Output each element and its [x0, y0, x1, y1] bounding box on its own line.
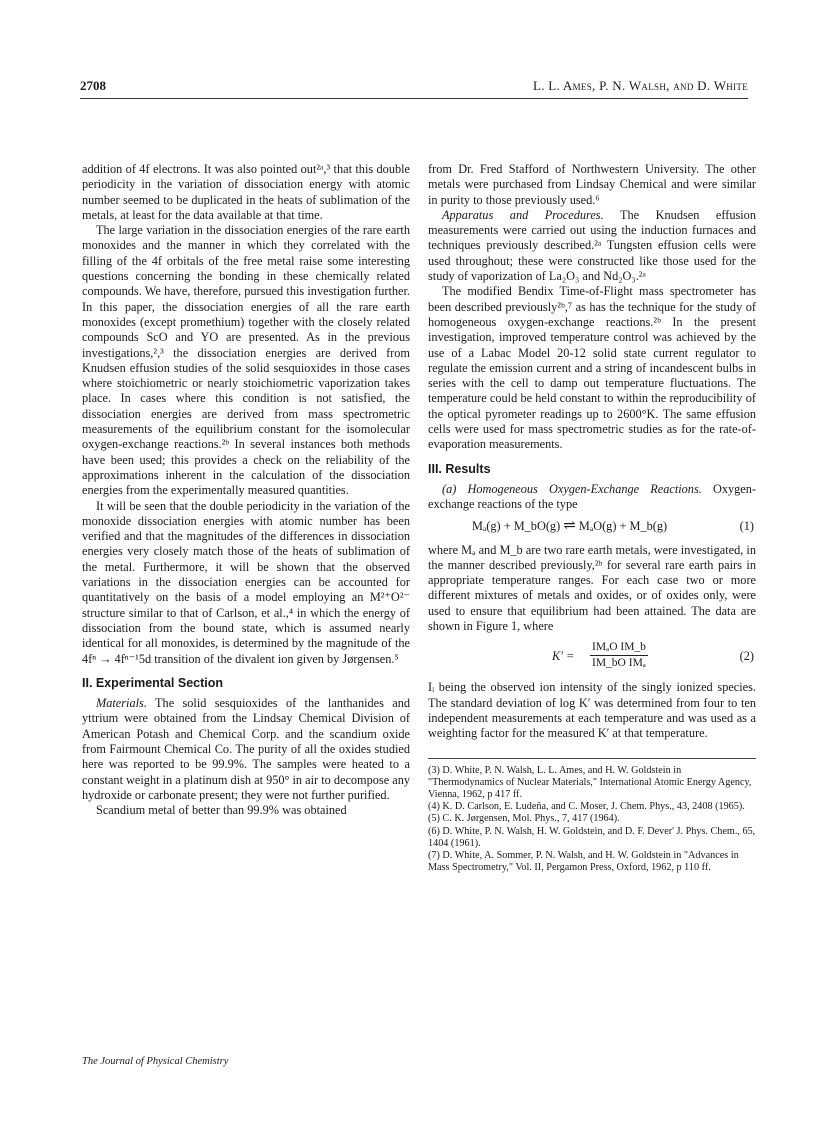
paragraph: The modified Bendix Time-of-Flight mass spectrometer has been described previously²ᵇ,⁷ as has the technique for the study of homogeneous oxygen-exchange reactions.²ᵇ In the present investigation, improved temperature control was achieved by the use of a Labac Model 20-12 solid state current regulator to regulate the emission current and a string of incandescent bulbs in series with the cell to damp out temperature fluctuations. The temperature could be held constant to within the reproducibility of the optical pyrometer readings up to 2600°K. The same effusion cells were used for mass spectrometric studies as for the rate-of-evaporation measurements.: [428, 284, 756, 452]
equation-2-fraction: [590, 640, 648, 671]
equation-2-lhs: K′ =: [552, 649, 575, 664]
page-header: [80, 78, 748, 98]
footnote: (5) C. K. Jørgensen, Mol. Phys., 7, 417 (1964).: [428, 813, 620, 825]
equation-1: [428, 513, 756, 543]
running-authors: L. L. Ames, P. N. Walsh, and D. White: [532, 78, 748, 93]
equation-2-number: (2): [739, 649, 754, 664]
paragraph-apparatus: [428, 208, 756, 284]
equation-1-body: [472, 519, 667, 534]
footnote: (7) D. White, A. Sommer, P. N. Walsh, and H. W. Goldstein in "Advances in Mass Spectrometry," Vol. II, Pergamon Press, Oxford, 1962, p 110 ff.: [428, 849, 739, 874]
equation-2-numerator: IMₐO IM_b: [590, 640, 648, 656]
equation-2-denominator: IM_bO IMₐ: [592, 657, 646, 670]
equilibrium-arrow-icon: ⇌: [563, 517, 576, 534]
paragraph: It will be seen that the double periodicity in the variation of the monoxide dissociation energies with atomic number has been verified and that the magnitudes of the differences in dissociation energies very closely match those of the heats of sublimation of the metal. Furthermore, it will be shown that the observed variations in the dissociation energies can be accounted for quantitatively on the basis of a model employing an M²⁺O²⁻ structure similar to that of Carlson, et al.,⁴ in which the energy of dissociation from the bound state, which is assumed nearly identical for all monoxides, is determined by the magnitude of the 4fⁿ → 4fⁿ⁻¹5d transition of the divalent ion given by Jørgensen.⁵: [82, 498, 410, 666]
paragraph-oxygen-exchange: [428, 482, 756, 513]
paragraph-lead: Materials.: [96, 696, 147, 711]
footnote-rule: [428, 758, 756, 759]
paragraph: Scandium metal of better than 99.9% was obtained: [96, 803, 347, 818]
equation-1-number: (1): [739, 518, 754, 533]
paragraph: where Mₐ and M_b are two rare earth metals, were investigated, in the manner described previously,²ᵇ for several rare earth pairs in appropriate temperature ranges. For each case two or more different mixtures of metals and oxides, or of oxides only, were used to ensure that equilibrium had been attained. The data are shown in Figure 1, where: [428, 542, 756, 634]
footnote: (4) K. D. Carlson, E. Ludeña, and C. Moser, J. Chem. Phys., 43, 2408 (1965).: [428, 801, 745, 813]
paragraph-text: Oxygen-exchange reactions of the type: [428, 481, 756, 512]
equation-1-left: Mₐ(g) + M_bO(g): [472, 518, 561, 533]
right-column: [428, 162, 756, 874]
equation-1-right: MₐO(g) + M_b(g): [578, 518, 668, 533]
paragraph: from Dr. Fred Stafford of Northwestern University. The other metals were purchased from Lindsay Chemical and were similar in purity to those previously used.⁶: [428, 162, 756, 207]
left-column: [82, 162, 410, 818]
paragraph: The large variation in the dissociation energies of the rare earth monoxides and the manner in which they correlated with the filling of the 4f orbitals of the free metal raise some interesting questions concerning the bonding in these chemically related compounds. We have, therefore, pursued this investigation further. In this paper, the dissociation energies of all the rare earth monoxides (except promethium) together with the closely related compounds ScO and YO are presented. As in the previous investigations,²,³ the dissociation energies are derived from Knudsen effusion studies of the solid sesquioxides in those cases where stoichiometric or nearly stoichiometric vaporization takes place. In cases where this condition is not satisfied, the dissociation energies are derived from mass spectrometric measurements of the equilibrium constant for the isomolecular oxygen-exchange reactions.²ᵇ In several instances both methods have been used; this provides a check on the reliability of the approximations inherent in the calculation of the dissociation energies from the experimentally measured quantities.: [82, 223, 410, 498]
paragraph-lead: (a) Homogeneous Oxygen-Exchange Reactions.: [442, 481, 702, 496]
footnote: (6) D. White, P. N. Walsh, H. W. Goldstein, and D. F. Dever' J. Phys. Chem., 65, 1404 (1961).: [428, 825, 756, 849]
section-heading-results: III. Results: [428, 461, 491, 476]
footnote: (3) D. White, P. N. Walsh, L. L. Ames, and H. W. Goldstein in "Thermodynamics of Nuclear Materials," International Atomic Energy Agency, Vienna, 1962, p 417 ff.: [428, 764, 752, 800]
paragraph-materials: [82, 696, 410, 803]
section-heading-experimental: II. Experimental Section: [82, 675, 224, 690]
header-rule: [80, 98, 748, 99]
paragraph: addition of 4f electrons. It was also pointed out²ᵃ,³ that this double periodicity in the variation of dissociation energy with atomic number seemed to be duplicated in the heats of sublimation of the metals, at least for the data available at that time.: [82, 162, 410, 222]
page-number: 2708: [80, 78, 106, 93]
paragraph-text: The Knudsen effusion measurements were carried out using the induction furnaces and techniques previously described.²ᵃ Tungsten effusion cells were used throughout; these were constructed like those used for the study of vaporization of La₂O₃ and Nd₂O₃.²ᵃ: [428, 207, 756, 284]
paragraph-text: The solid sesquioxides of the lanthanides and yttrium were obtained from the Lindsay Chemical Division of American Potash and Chemical Corp. and the scandium oxide from Fairmount Chemical Co. The purity of all the oxides studied here was reported to be 99.9%. The samples were heated to a constant weight in a platinum dish at 950° in air to decompose any hydroxide or carbonate present; they were not further purified.: [82, 696, 410, 802]
paragraph: Iᵢ being the observed ion intensity of the singly ionized species. The standard deviation of log K′ was determined from four to ten independent measurements at each temperature and was used as a weighting factor for the measured K′ at that temperature.: [428, 680, 756, 741]
equation-2: [428, 638, 756, 676]
journal-footer: The Journal of Physical Chemistry: [82, 1056, 229, 1067]
paragraph-lead: Apparatus and Procedures.: [442, 207, 604, 222]
